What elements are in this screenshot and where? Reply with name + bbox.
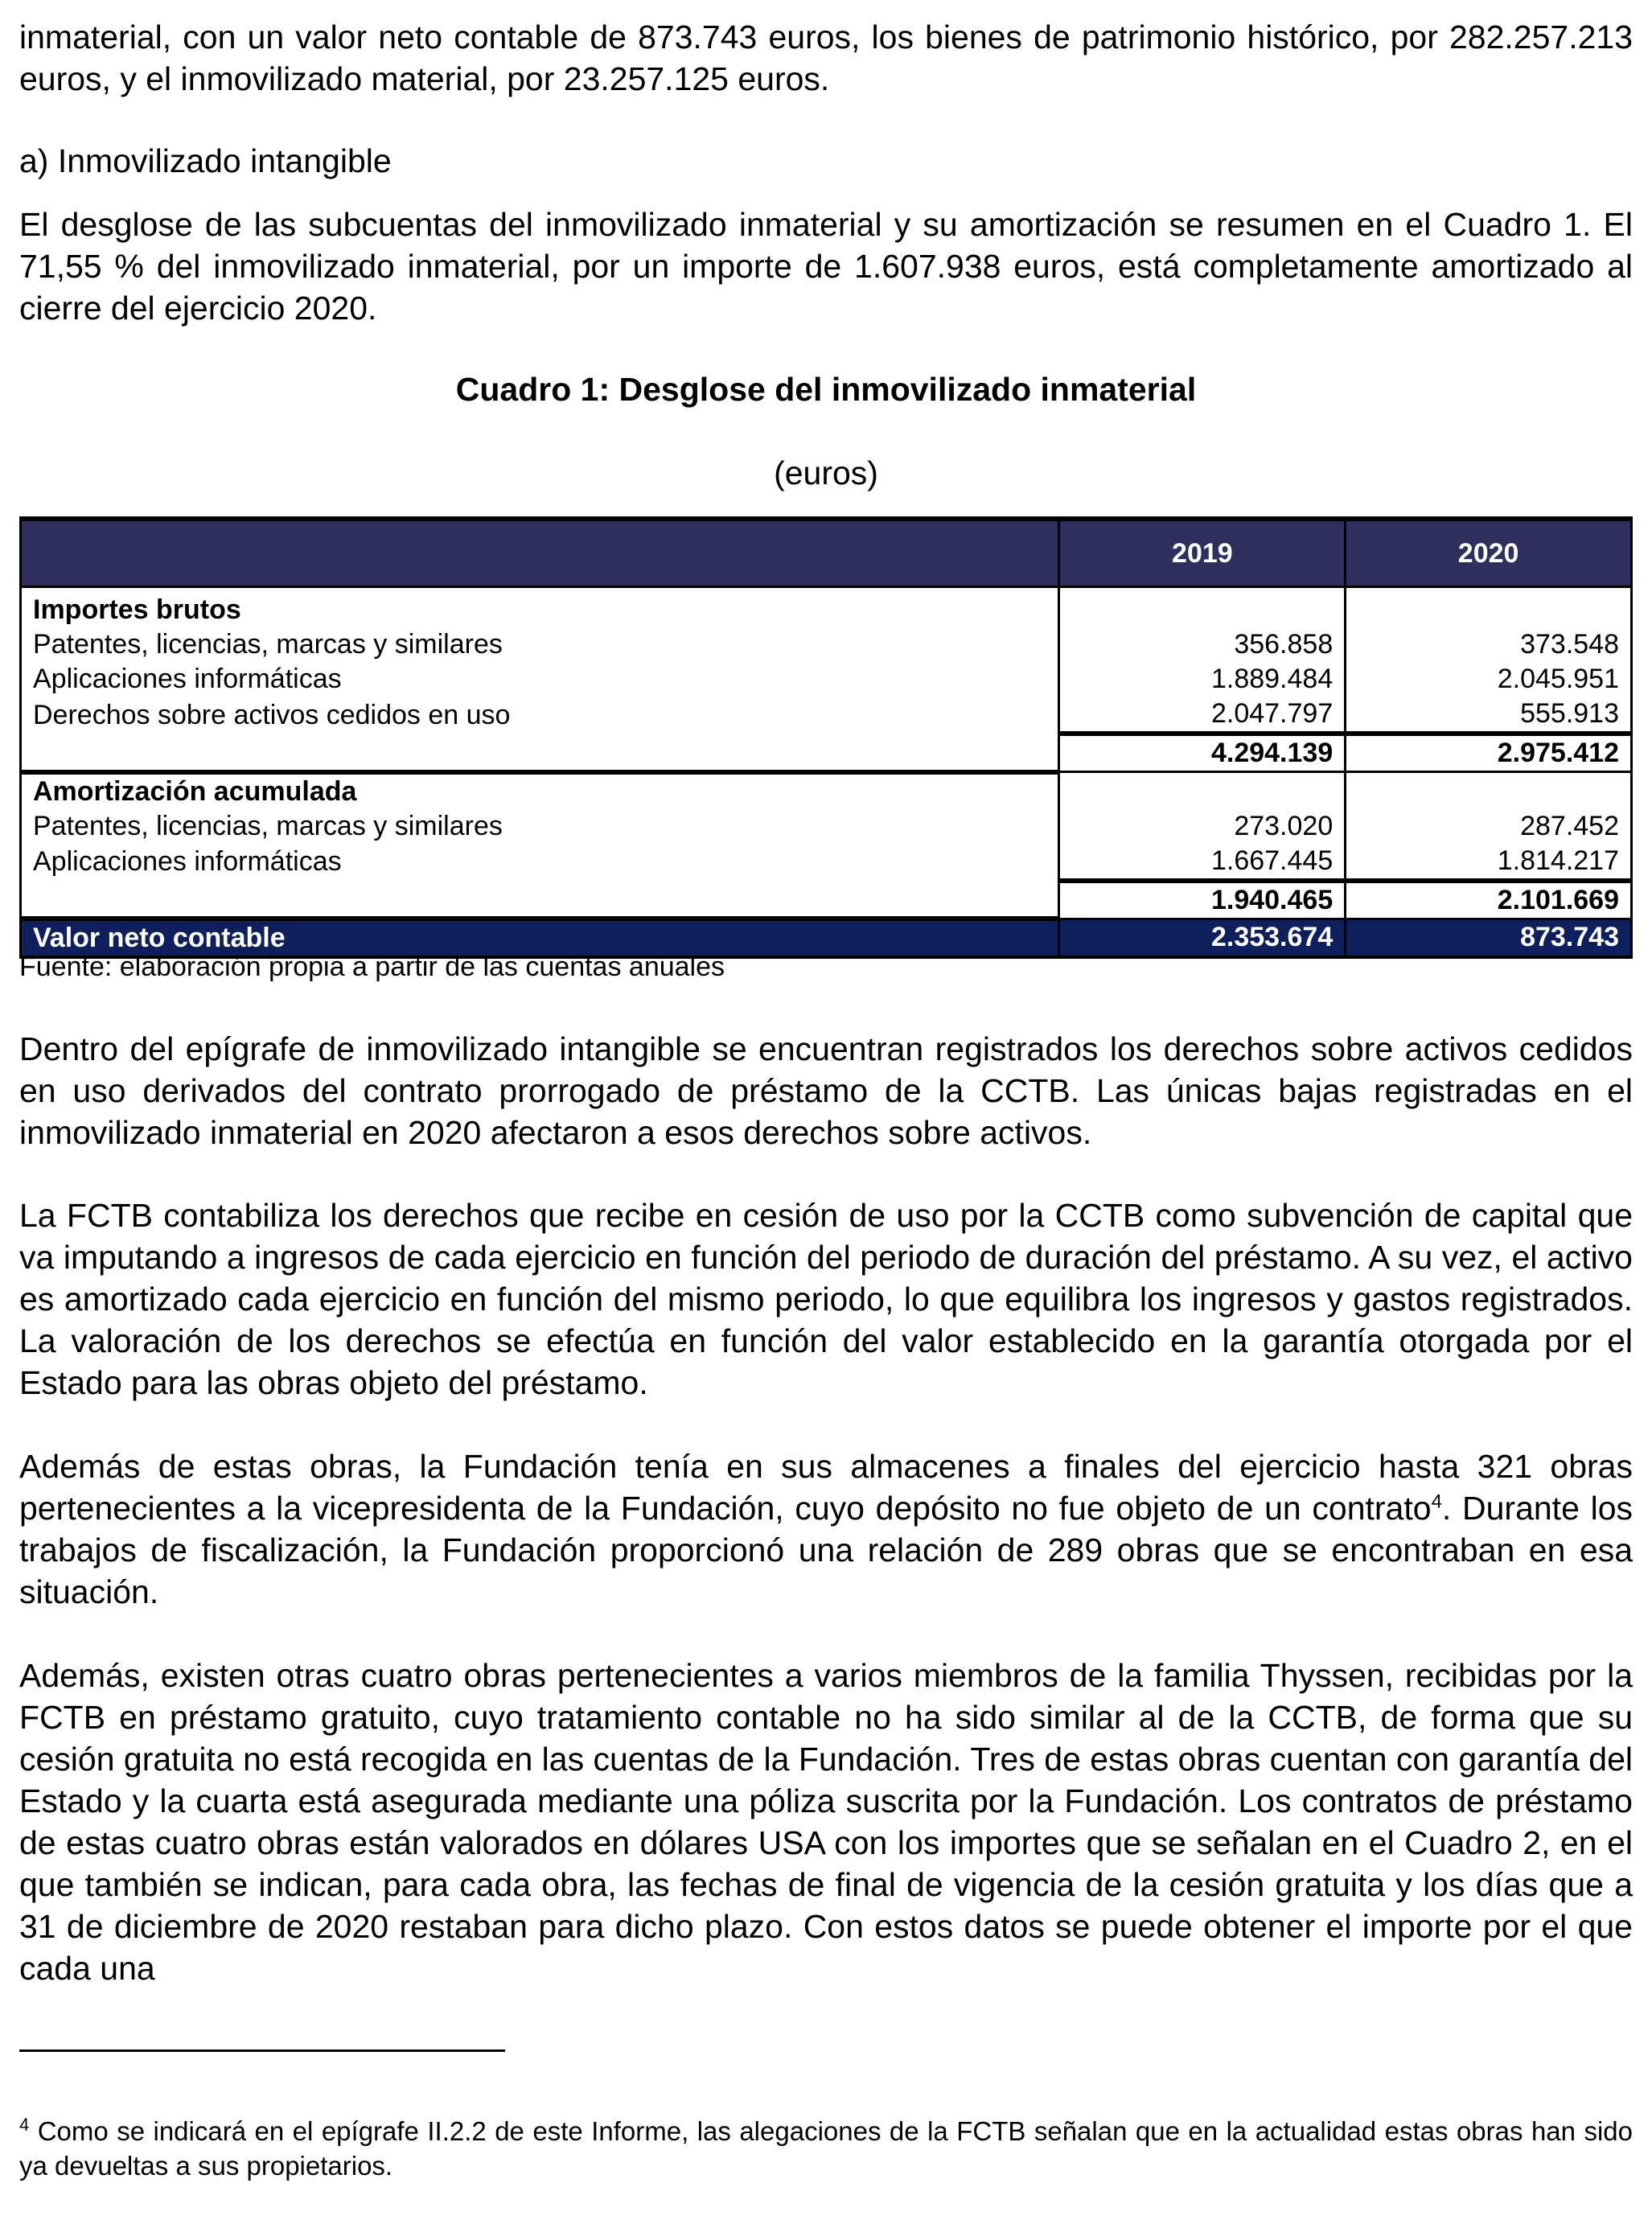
group-title-row bbox=[21, 772, 1632, 809]
table-units: (euros) bbox=[774, 454, 878, 491]
row-label: Aplicaciones informáticas bbox=[21, 844, 1059, 881]
desglose-paragraph: El desglose de las subcuentas del inmovilizado inmaterial y su amortización se resumen en el Cuadro 1. El 71,55 % del inmovilizado inmaterial, por un importe de 1.607.938 euros, está completamente amortizado al cierre del ejercicio 2020. bbox=[19, 206, 1633, 327]
section-heading: a) Inmovilizado intangible bbox=[19, 142, 392, 179]
row-label: Derechos sobre activos cedidos en uso bbox=[21, 697, 1059, 734]
net-value-2020: 873.743 bbox=[1346, 919, 1632, 957]
table-row bbox=[21, 844, 1632, 881]
header-label-cell bbox=[21, 519, 1059, 587]
row-label: Patentes, licencias, marcas y similares bbox=[21, 627, 1059, 662]
footnote bbox=[19, 2114, 1633, 2183]
table-row bbox=[21, 627, 1632, 662]
subtotal-2020: 2.101.669 bbox=[1346, 881, 1632, 919]
paragraph-text-after-ref: . Durante los trabajos de fiscalización, la Fundación proporcionó una relación de 289 obras que se encontraban en esa situación. bbox=[19, 1490, 1633, 1610]
table-row bbox=[21, 697, 1632, 734]
footnote-text: Como se indicará en el epígrafe II.2.2 de este Informe, las alegaciones de la FCTB señalan que en la actualidad estas obras han sido ya devueltas a sus propietarios. bbox=[19, 2116, 1633, 2181]
cell-2020: 287.452 bbox=[1346, 809, 1632, 844]
row-label: Patentes, licencias, marcas y similares bbox=[21, 809, 1059, 844]
table-row bbox=[21, 809, 1632, 844]
cell-2019: 273.020 bbox=[1059, 809, 1346, 844]
paragraph-ademas-thyssen: Además, existen otras cuatro obras pertenecientes a varios miembros de la familia Thyssen, recibidas por la FCTB en préstamo gratuito, cuyo tratamiento contable no ha sido similar al de la CCTB, de forma que su cesión gratuita no está recogida en las cuentas de la Fundación. Tres de estas obras cuentan con garantía del Estado y la cuarta está asegurada mediante una póliza suscrita por la Fundación. Los contratos de préstamo de estas cuatro obras están valorados en dólares USA con los importes que se señalan en el Cuadro 2, en el que también se indican, para cada obra, las fechas de final de vigencia de la cesión gratuita y los días que a 31 de diciembre de 2020 restaban para dicho plazo. Con estos datos se puede obtener el importe por el que cada una bbox=[19, 1657, 1633, 1987]
table-caption: Cuadro 1: Desglose del inmovilizado inmaterial bbox=[455, 371, 1197, 408]
cell-2020: 373.548 bbox=[1346, 627, 1632, 662]
table-row bbox=[21, 662, 1632, 697]
cell-2020: 1.814.217 bbox=[1346, 844, 1632, 881]
footnote-reference[interactable]: 4 bbox=[1431, 1490, 1442, 1513]
footnote-separator bbox=[19, 2049, 505, 2052]
row-label: Aplicaciones informáticas bbox=[21, 662, 1059, 697]
cell-2019: 1.667.445 bbox=[1059, 844, 1346, 881]
paragraph-text-before-ref: Además de estas obras, la Fundación tenía en sus almacenes a finales del ejercicio hasta 321 obras pertenecientes a la vicepresidenta de la Fundación, cuyo depósito no fue objeto de un contrato bbox=[19, 1448, 1633, 1527]
header-year-2020: 2020 bbox=[1346, 519, 1632, 587]
cell-2019: 356.858 bbox=[1059, 627, 1346, 662]
cell-2020: 555.913 bbox=[1346, 697, 1632, 734]
intro-paragraph: inmaterial, con un valor neto contable de 873.743 euros, los bienes de patrimonio histórico, por 282.257.213 euros, y el inmovilizado material, por 23.257.125 euros. bbox=[19, 18, 1633, 97]
footnote-number: 4 bbox=[19, 2115, 30, 2135]
net-value-label: Valor neto contable bbox=[21, 919, 1059, 957]
table-source-note: Fuente: elaboración propia a partir de las cuentas anuales bbox=[19, 952, 725, 982]
subtotal-2019: 1.940.465 bbox=[1059, 881, 1346, 919]
group-title-row bbox=[21, 587, 1632, 628]
subtotal-2020: 2.975.412 bbox=[1346, 734, 1632, 772]
intangible-assets-table bbox=[19, 516, 1633, 959]
paragraph-dentro: Dentro del epígrafe de inmovilizado intangible se encuentran registrados los derechos sobre activos cedidos en uso derivados del contrato prorrogado de préstamo de la CCTB. Las únicas bajas registradas en el inmovilizado inmaterial en 2020 afectaron a esos derechos sobre activos. bbox=[19, 1030, 1633, 1151]
subtotal-row-importes-brutos bbox=[21, 734, 1632, 772]
cell-2019: 2.047.797 bbox=[1059, 697, 1346, 734]
subtotal-2019: 4.294.139 bbox=[1059, 734, 1346, 772]
cell-2020: 2.045.951 bbox=[1346, 662, 1632, 697]
group-title-importes-brutos: Importes brutos bbox=[21, 587, 1059, 628]
cell-2019: 1.889.484 bbox=[1059, 662, 1346, 697]
net-value-2019: 2.353.674 bbox=[1059, 919, 1346, 957]
table-header-row bbox=[21, 519, 1632, 587]
group-title-amortizacion: Amortización acumulada bbox=[21, 772, 1059, 809]
header-year-2019: 2019 bbox=[1059, 519, 1346, 587]
subtotal-row-amortizacion bbox=[21, 881, 1632, 919]
paragraph-fctb: La FCTB contabiliza los derechos que recibe en cesión de uso por la CCTB como subvención de capital que va imputando a ingresos de cada ejercicio en función del periodo de duración del préstamo. A su vez, el activo es amortizado cada ejercicio en función del mismo periodo, lo que equilibra los ingresos y gastos registrados. La valoración de los derechos se efectúa en función del valor establecido en la garantía otorgada por el Estado para las obras objeto del préstamo. bbox=[19, 1197, 1633, 1401]
paragraph-ademas-obras bbox=[19, 1445, 1633, 1613]
